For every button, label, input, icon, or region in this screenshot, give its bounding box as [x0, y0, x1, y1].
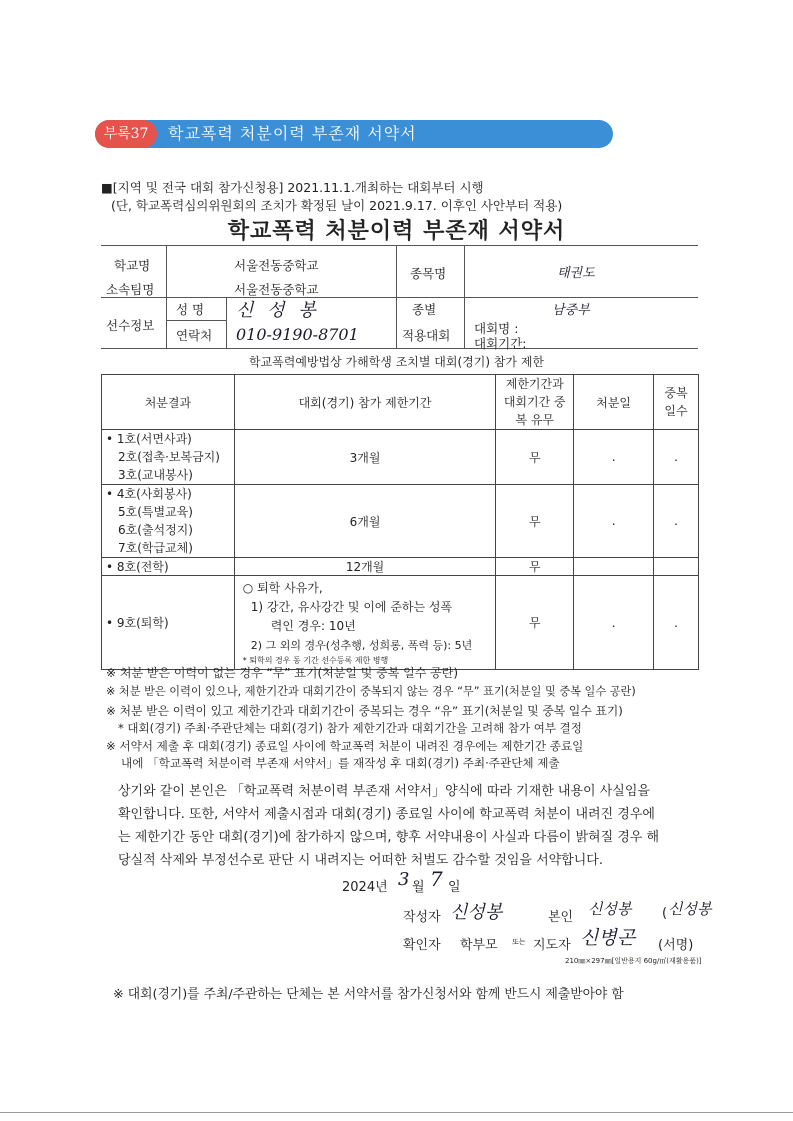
name-label: 성 명 [176, 302, 205, 317]
date-day-value: 7 [430, 867, 443, 891]
school-value: 서울전동중학교 [234, 258, 319, 273]
date-year: 2024년 [342, 880, 388, 895]
result-line: • 4호(사회봉사) [106, 487, 192, 501]
self-label: 본인 [548, 910, 574, 925]
header-date: 처분일 [574, 375, 654, 430]
appendix-badge: 부록37 [95, 120, 157, 148]
or-label: 또는 [512, 938, 526, 946]
row-result: • 9호(퇴학) [102, 576, 235, 670]
row-overlap: 무 [496, 558, 574, 576]
header-period: 대회(경기) 참가 제한기간 [234, 375, 496, 430]
row-days: . [654, 485, 699, 558]
athlete-label: 선수정보 [106, 318, 155, 333]
form-col-divider [166, 245, 167, 348]
page-bottom-rule [0, 1112, 793, 1113]
result-line: 2호(접촉·보복금지) [118, 450, 220, 464]
row-result: • 8호(전학) [102, 558, 235, 576]
row-days: . [654, 576, 699, 670]
note-line: 내에 「학교폭력 처분이력 부존재 서약서」를 재작성 후 대회(경기) 주최·주관단체 제출 [121, 756, 560, 770]
row-date: . [574, 430, 654, 485]
parent-label: 학부모 [460, 938, 498, 953]
pledge-line: 확인합니다. 또한, 서약서 제출시점과 대회(경기) 종료일 사이에 학교폭력 처분이 내려진 경우에 [118, 807, 655, 822]
note-line: ※ 처분 받은 이력이 없는 경우 “무” 표기(처분일 및 중복 일수 공란) [106, 666, 459, 680]
table-row [102, 558, 699, 576]
pledge-line: 상기와 같이 본인은 「학교폭력 처분이력 부존재 서약서」양식에 따라 기재한 내용이 사실임을 [118, 784, 650, 799]
table-row [102, 430, 699, 485]
writer-signature: 신성봉 [450, 902, 503, 923]
penalty-table [101, 374, 699, 670]
team-value: 서울전동중학교 [234, 282, 319, 297]
result-line: 6호(출석정지) [118, 523, 193, 537]
table-row [102, 485, 699, 558]
result-line: 5호(특별교육) [118, 505, 193, 519]
competition-label: 적용대회 [402, 328, 451, 343]
coach-signature: 신병곤 [580, 927, 636, 949]
result-line: 7호(학급교체) [118, 541, 193, 555]
note-line: ※ 처분 받은 이력이 있으나, 제한기간과 대회기간이 중복되지 않는 경우 “무” 표기(처분일 및 중복 일수 공란) [106, 685, 636, 698]
row-days: . [654, 430, 699, 485]
row-date: . [574, 485, 654, 558]
notice-line-1: ■[지역 및 전국 대회 참가신청용] 2021.11.1.개최하는 대회부터 시행 [101, 180, 484, 195]
row-overlap: 무 [496, 430, 574, 485]
self-signature-open: ( [662, 906, 668, 921]
form-border-top [101, 245, 698, 246]
header-result: 처분결과 [102, 375, 235, 430]
row-period: 12개월 [234, 558, 496, 576]
gender-value: 남중부 [552, 303, 590, 318]
restriction-caption: 학교폭력예방법상 가해학생 조치별 대회(경기) 참가 제한 [248, 355, 545, 369]
form-col-divider [226, 297, 227, 348]
form-row-divider [166, 320, 226, 321]
school-label: 학교명 [114, 258, 151, 273]
row-date: . [574, 576, 654, 670]
table-header-row [102, 375, 699, 430]
name-value: 신 성 봉 [236, 300, 320, 321]
header-overlap: 제한기간과 대회기간 중복 유무 [496, 375, 574, 430]
event-value: 태권도 [557, 266, 595, 281]
contact-value: 010-9190-8701 [236, 325, 359, 344]
form-col-divider [396, 245, 397, 348]
row-result [102, 485, 235, 558]
period-line: ○ 퇴학 사유가, [242, 580, 323, 595]
row-days [654, 558, 699, 576]
date-day-label: 일 [448, 880, 461, 895]
row-result [102, 430, 235, 485]
period-line: 력인 경우: 10년 [270, 618, 356, 633]
form-row-divider [101, 297, 698, 298]
appendix-title: 학교폭력 처분이력 부존재 서약서 [168, 124, 417, 143]
competition-name-label: 대회명 : [474, 321, 519, 336]
row-date [574, 558, 654, 576]
team-label: 소속팀명 [106, 282, 155, 297]
gender-label: 종별 [412, 302, 437, 317]
notice-line-2: (단, 학교폭력심의위원회의 조치가 확정된 날이 2021.9.17. 이후인 사안부터 적용) [111, 198, 563, 213]
period-note: * 퇴학의 경우 동 기간 선수등록 제한 병행 [242, 655, 389, 665]
footer-note: ※ 대회(경기)를 주최/주관하는 단체는 본 서약서를 참가신청서와 함께 반드시 제출받아야 함 [113, 987, 624, 1002]
form-row-divider [101, 348, 698, 349]
contact-label: 연락처 [176, 328, 213, 343]
note-line: ※ 처분 받은 이력이 있고 제한기간과 대회기간이 중복되는 경우 “유” 표기(처분일 및 중복 일수 표기) [106, 704, 623, 718]
row-period: 6개월 [234, 485, 496, 558]
table-row [102, 576, 699, 670]
note-line: ※ 서약서 제출 후 대회(경기) 종료일 사이에 학교폭력 처분이 내려진 경우에는 제한기간 종료일 [106, 739, 584, 753]
event-label: 종목명 [410, 266, 447, 281]
paper-spec: 210㎜×297㎜[일반용지 60g/㎡(재활용품)] [565, 957, 702, 965]
result-line: 3호(교내봉사) [118, 468, 193, 482]
competition-period-label: 대회기간: [474, 336, 527, 351]
coach-signature-close: (서명) [658, 938, 694, 953]
period-line: 1) 강간, 유사강간 및 이에 준하는 성폭 [250, 599, 453, 614]
date-month-value: 3 [398, 869, 410, 890]
result-line: • 1호(서면사과) [106, 432, 192, 446]
header-days: 중복 일수 [654, 375, 699, 430]
pledge-line: 는 제한기간 동안 대회(경기)에 참가하지 않으며, 향후 서약내용이 사실과 다름이 밝혀질 경우 해 [118, 830, 660, 845]
coach-label: 지도자 [533, 938, 571, 953]
row-overlap: 무 [496, 576, 574, 670]
row-period-detail [234, 576, 496, 670]
row-period: 3개월 [234, 430, 496, 485]
period-line: 2) 그 외의 경우(성추행, 성희롱, 폭력 등): 5년 [250, 638, 473, 652]
document-title: 학교폭력 처분이력 부존재 서약서 [227, 219, 566, 244]
form-col-divider [464, 245, 465, 348]
pledge-line: 당실적 삭제와 부정선수로 판단 시 내려지는 어떠한 처벌도 감수할 것임을 서약합니다. [118, 853, 603, 868]
date-month-label: 월 [412, 880, 425, 895]
note-line: * 대회(경기) 주최·주관단체는 대회(경기) 참가 제한기간과 대회기간을 고려해 참가 여부 결정 [118, 721, 582, 735]
writer-label: 작성자 [403, 910, 441, 925]
self-signature: 신성봉 [668, 900, 712, 918]
confirm-label: 확인자 [403, 938, 441, 953]
row-overlap: 무 [496, 485, 574, 558]
self-name: 신성봉 [588, 900, 632, 918]
